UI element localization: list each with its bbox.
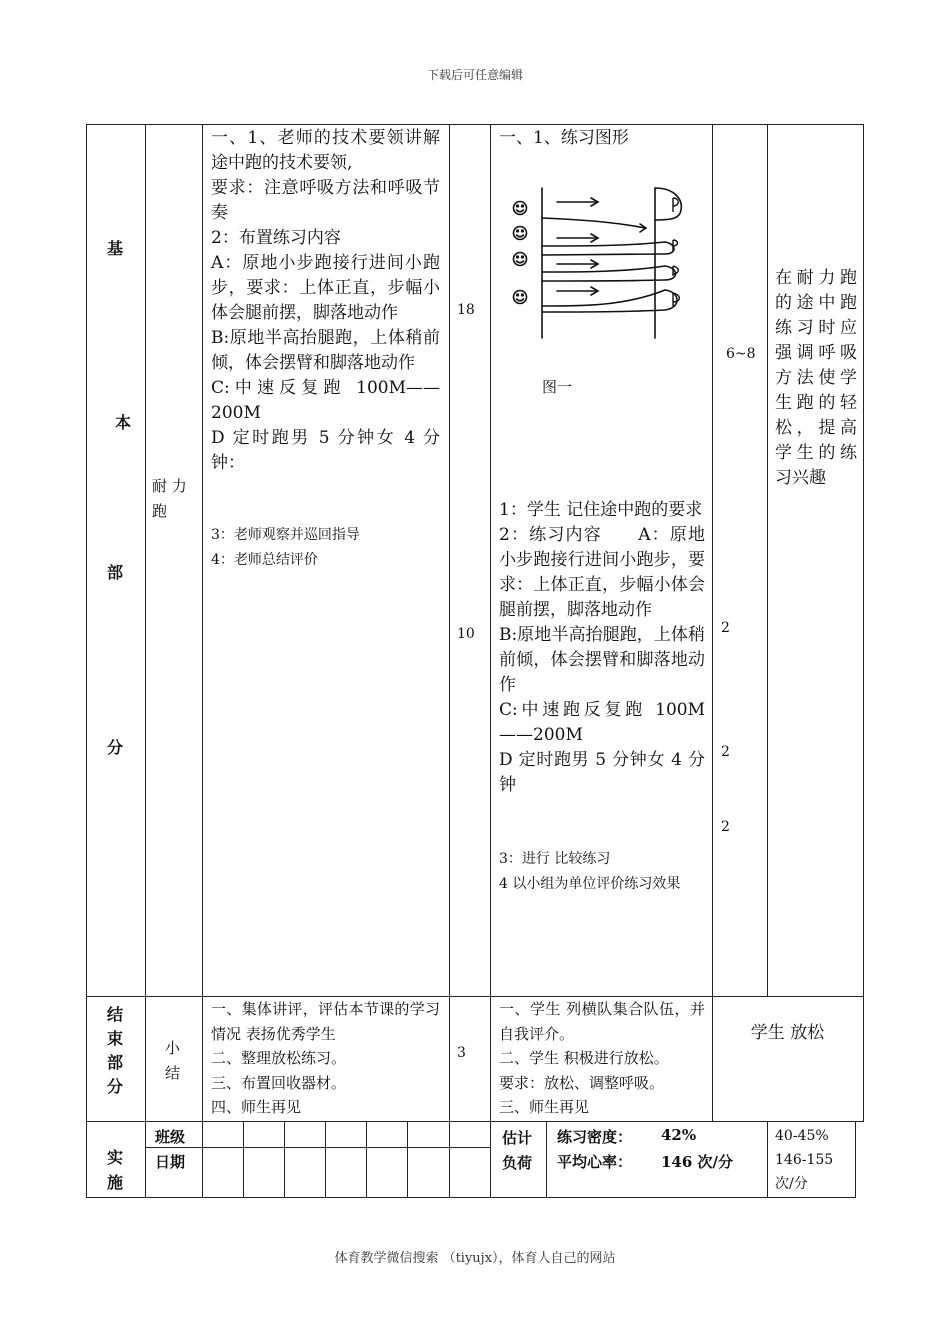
teacher-line: A：原地小步跑接行进间小跑步，要求：上体正直，步幅小体会腿前摆，脚落地动作 — [211, 253, 440, 323]
teacher-line: 一、1、老师的技术要领讲解途中跑的技术要领, — [211, 128, 440, 173]
teacher-line: 要求：注意呼吸方法和呼吸节奏 — [211, 178, 440, 223]
ending-teacher-line: 二、整理放松练习。 — [211, 1049, 347, 1067]
student-line: B:原地半高抬腿跑，上体稍前倾，体会摆臂和脚落地动作 — [499, 625, 705, 695]
teacher-line: 4：老师总结评价 — [211, 551, 318, 568]
section-char: 部 — [107, 563, 124, 582]
ending-teacher-line: 四、师生再见 — [211, 1098, 302, 1116]
student-smiley-icon — [514, 227, 527, 240]
page-header: 下载后可任意编辑 — [426, 68, 523, 82]
target-heart-rate-unit: 次/分 — [775, 1176, 808, 1192]
section-label-ending — [86, 997, 145, 1121]
ending-teacher-line: 三、布置回收器材。 — [211, 1073, 347, 1092]
count-6-8: 6~8 — [726, 346, 756, 362]
student-smiley-icon — [514, 291, 527, 304]
figure-caption: 图一 — [542, 378, 573, 396]
teacher-line: 3：老师观察并巡回指导 — [211, 527, 360, 543]
teacher-activities — [211, 126, 440, 476]
teacher-line: B:原地半高抬腿跑，上体稍前倾，体会摆臂和脚落地动作 — [211, 328, 440, 373]
section-label-basic — [86, 124, 145, 996]
student-smiley-icon — [514, 253, 527, 266]
heart-rate-label: 平均心率： — [557, 1153, 633, 1171]
section-char: 分 — [107, 738, 124, 757]
ending-student-line: 要求：放松、调整呼吸。 — [499, 1073, 665, 1092]
ending-student-line: 三、师生再见 — [499, 1098, 590, 1116]
section-char: 实 — [107, 1148, 124, 1167]
load-label-line: 估计 — [502, 1129, 533, 1147]
target-heart-rate: 146-155 — [775, 1152, 834, 1168]
student-activities-small — [499, 847, 705, 896]
heart-rate-value: 146 次/分 — [661, 1153, 734, 1171]
time-18: 18 — [457, 302, 475, 318]
teacher-line: 2：布置练习内容 — [211, 228, 341, 248]
ending-teacher-line: 一、集体讲评，评估本节课的学习情况 表扬优秀学生 — [211, 1000, 440, 1043]
student-line: 4 以小组为单位评价练习效果 — [499, 875, 681, 892]
density-label: 练习密度： — [557, 1128, 633, 1146]
teacher-activities-small — [211, 523, 440, 572]
time-3: 3 — [457, 1045, 466, 1061]
date-label: 日期 — [155, 1153, 186, 1171]
target-density: 40-45% — [775, 1128, 829, 1144]
count-2: 2 — [721, 744, 730, 760]
student-activities — [499, 498, 705, 798]
ending-student-line: 二、学生 积极进行放松。 — [499, 1049, 669, 1067]
section-label-implementation — [86, 1121, 145, 1197]
teacher-line: C:中速反复跑 100M——200M — [211, 378, 440, 423]
student-smiley-icon — [514, 202, 527, 215]
page-footer: 体育教学微信搜索 （tiyujx），体育人自己的网站 — [334, 1251, 616, 1266]
teacher-line: D 定时跑男 5 分钟女 4 分钟： — [211, 428, 440, 473]
section-char: 部 — [107, 1053, 124, 1072]
student-line: C:中速跑反复跑 100M——200M — [499, 700, 705, 745]
section-char: 结 — [107, 1005, 124, 1024]
section-char: 分 — [107, 1077, 124, 1096]
section-char: 基 — [107, 239, 124, 258]
activity-summary: 小 结 — [165, 1039, 181, 1082]
student-line: 1：学生 记住途中跑的要求 — [499, 500, 703, 520]
time-10: 10 — [457, 626, 475, 642]
ending-teacher-activities — [211, 997, 440, 1120]
count-2: 2 — [721, 819, 730, 835]
teaching-note: 在耐力跑的途中跑练习时应强调呼吸方法使学生跑的轻松，提高学生的练习兴趣 — [775, 268, 857, 488]
class-label: 班级 — [155, 1128, 186, 1146]
section-char: 束 — [107, 1029, 124, 1048]
density-value: 42% — [661, 1126, 697, 1144]
target-values — [775, 1124, 833, 1196]
ending-student-line: 一、学生 列横队集合队伍，并自我评介。 — [499, 1000, 705, 1043]
estimated-load-label — [502, 1126, 532, 1176]
section-char: 施 — [107, 1173, 124, 1192]
figure-title: 一、1、练习图形 — [499, 128, 629, 148]
student-line: 3：进行 比较练习 — [499, 851, 611, 867]
activity-endurance-run: 耐 力 跑 — [152, 477, 187, 520]
student-line: 2：练习内容 A：原地小步跑接行进间小跑步，要求：上体正直，步幅小体会腿前摆，脚落地动作 — [499, 525, 705, 620]
ending-student-activities — [499, 997, 705, 1120]
practice-diagram — [505, 180, 705, 345]
count-2: 2 — [721, 620, 730, 636]
ending-note: 学生 放松 — [750, 1023, 825, 1043]
load-label-line: 负荷 — [502, 1154, 533, 1172]
section-char: 本 — [115, 413, 132, 432]
student-line: D 定时跑男 5 分钟女 4 分钟 — [499, 750, 705, 795]
